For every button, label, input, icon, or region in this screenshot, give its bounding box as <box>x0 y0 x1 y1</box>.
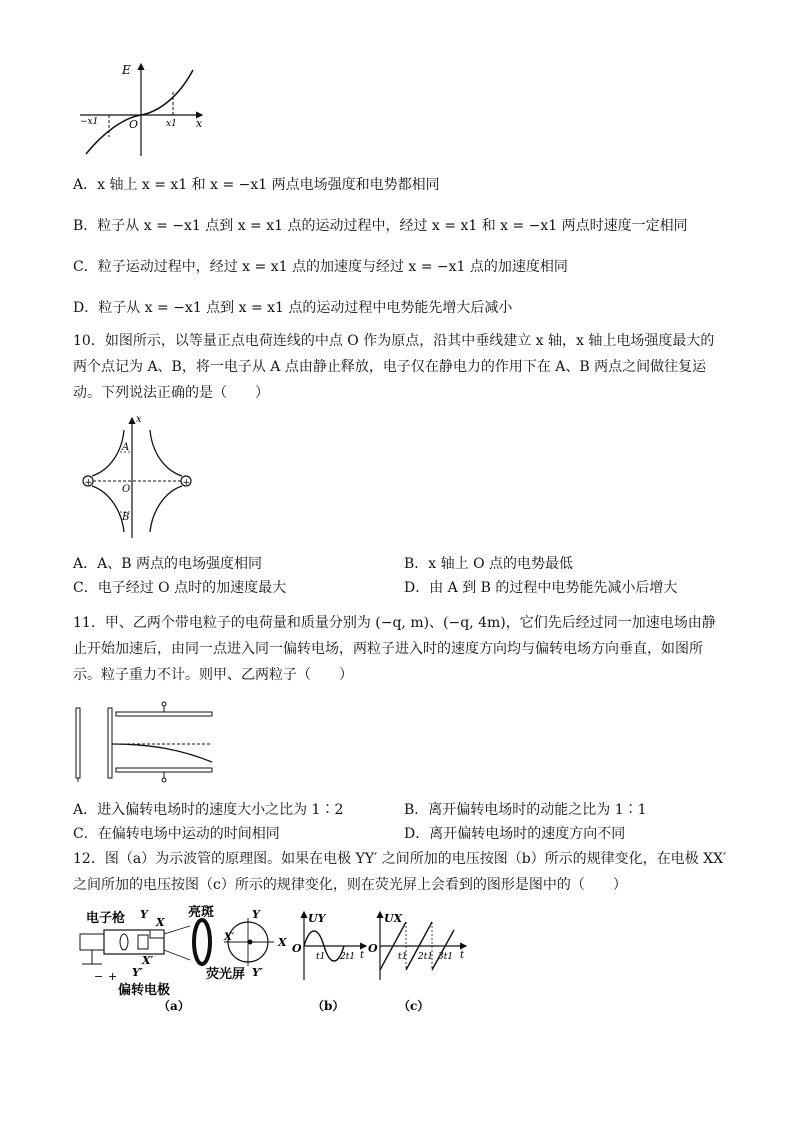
q9-option-a: A．x 轴上 x = x1 和 x = −x1 两点电场强度和电势都相同 <box>73 177 440 193</box>
bright-spot <box>248 940 253 945</box>
uy-graph <box>290 908 368 1014</box>
q10-option-c: C．电子经过 O 点时的加速度最大 <box>73 580 287 596</box>
point-o-label: O <box>122 484 131 495</box>
screen <box>194 920 210 964</box>
uy-tick-2t1: 2t1 <box>340 952 356 962</box>
point-a-label: A <box>122 442 130 453</box>
label-electron-gun: 电子枪 <box>86 911 126 926</box>
q10-option-b: B．x 轴上 O 点的电势最低 <box>404 556 574 572</box>
q10-axis-label: x <box>136 414 142 425</box>
q9-option-c: C．粒子运动过程中，经过 x = x1 点的加速度与经过 x = −x1 点的加速度相同 <box>73 259 568 275</box>
e-x-graph <box>78 58 208 160</box>
point-b-label: B <box>122 512 130 523</box>
x-axis-label: x <box>196 117 203 130</box>
ux-axis-label: UX <box>384 912 403 925</box>
accelerating-plate-right <box>108 708 112 778</box>
ux-graph <box>366 908 470 1014</box>
accelerating-plate-left <box>76 708 80 778</box>
uy-tick-t1: t1 <box>316 952 326 962</box>
svg-text:+: + <box>84 478 93 488</box>
label-x-prime-left: X′ <box>142 954 154 967</box>
q10-option-a: A．A、B 两点的电场强度相同 <box>73 556 262 572</box>
deflection-plate-top <box>116 712 212 716</box>
label-screen: 荧光屏 <box>206 967 246 982</box>
label-y-prime-screen: Y′ <box>252 966 263 979</box>
label-y-prime: Y′ <box>132 966 143 979</box>
deflection-plate-bottom <box>116 768 212 772</box>
oscilloscope-diagram <box>72 904 290 1016</box>
e-axis-label: E <box>122 63 131 77</box>
caption-c: （c） <box>398 999 430 1013</box>
q12-stem: 12．图（a）为示波管的原理图。如果在电极 YY′ 之间所加的电压按图（b）所示的规律变化，在电极 XX′ 之间所加的电压按图（c）所示的规律变化，则在荧光屏上会看到的图形是图中的（ ） <box>73 851 727 893</box>
label-y-screen: Y <box>252 908 260 921</box>
ux-tick-t1: t1 <box>398 952 408 962</box>
q9-option-b: B．粒子从 x = −x1 点到 x = x1 点的运动过程中，经过 x = x1 和 x = −x1 两点时速度一定相同 <box>73 218 688 234</box>
q11-option-a: A．进入偏转电场时的速度大小之比为 1∶2 <box>73 802 344 818</box>
ux-tick-3t1: 3t1 <box>438 952 454 962</box>
tick-x1: x1 <box>166 119 177 129</box>
ux-axis-t: t <box>460 950 465 961</box>
q10-charges-figure <box>80 412 196 540</box>
label-x-top: X <box>156 916 165 929</box>
origin-label: O <box>129 118 139 131</box>
caption-b: （b） <box>312 999 345 1013</box>
q11-option-c: C．在偏转电场中运动的时间相同 <box>73 826 280 842</box>
q9-option-d: D．粒子从 x = −x1 点到 x = x1 点的运动过程中电势能先增大后减小 <box>73 300 513 316</box>
q11-deflection-figure <box>72 700 218 784</box>
label-bright-spot: 亮斑 <box>188 905 215 920</box>
svg-text:+: + <box>182 478 191 488</box>
tick-neg-x1: −x1 <box>80 117 99 127</box>
label-minus: − <box>94 970 104 983</box>
uy-axis-label: UY <box>308 912 326 925</box>
uy-origin: O <box>292 942 302 955</box>
q11-stem: 11．甲、乙两个带电粒子的电荷量和质量分别为 (−q, m)、(−q, 4m)，它们先后经过同一加速电场由静止开始加速后，由同一点进入同一偏转电场，两粒子进入时的速度方向均与偏转电场方向垂直，如图所示。粒子重力不计。则甲、乙两粒子（ ） <box>73 615 716 683</box>
q10-option-d: D．由 A 到 B 的过程中电势能先减小后增大 <box>404 580 678 596</box>
label-x-prime-screen: X′ <box>224 932 235 943</box>
particle-path <box>112 744 212 762</box>
label-x-screen: X <box>278 936 287 949</box>
label-y-top: Y <box>140 908 148 921</box>
uy-axis-t: t <box>360 950 365 961</box>
q10-stem: 10．如图所示，以等量正点电荷连线的中点 O 作为原点，沿其中垂线建立 x 轴，x 轴上电场强度最大的两个点记为 A、B，将一电子从 A 点由静止释放，电子仅在静电力的作用下在 A、B 两点之间做往复运动。下列说法正确的是（ ） <box>73 333 715 401</box>
caption-a: （a） <box>158 999 190 1013</box>
label-deflection-electrode: 偏转电极 <box>118 983 171 998</box>
label-plus: + <box>108 970 118 983</box>
ux-origin: O <box>368 942 378 955</box>
ux-tick-2t1: 2t1 <box>418 952 434 962</box>
q11-option-b: B．离开偏转电场时的动能之比为 1∶1 <box>404 802 647 818</box>
q11-option-d: D．离开偏转电场时的速度方向不同 <box>404 826 626 842</box>
e-curve <box>86 70 193 154</box>
